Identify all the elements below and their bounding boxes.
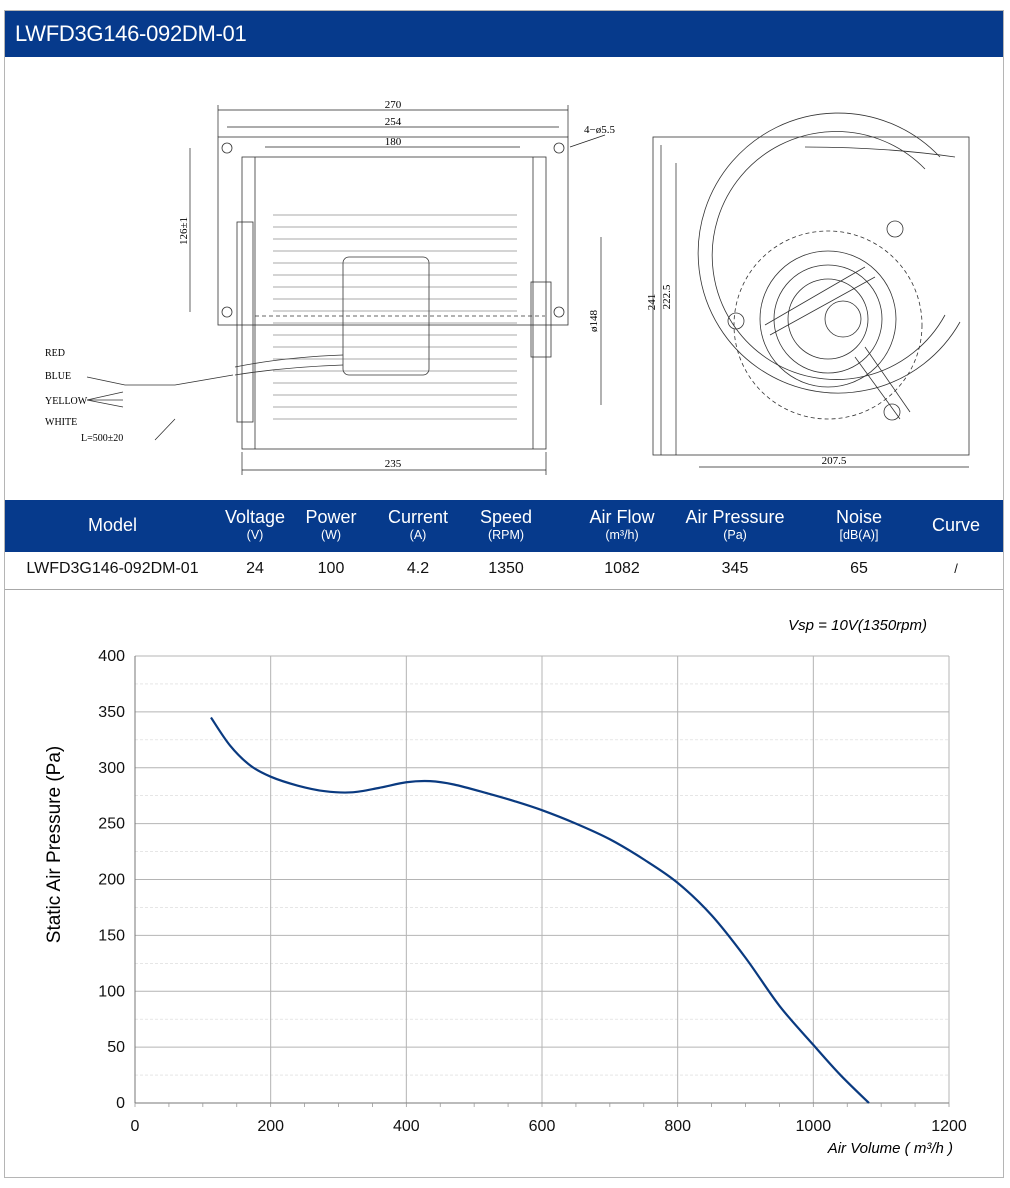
- col-model: Model: [87, 515, 138, 535]
- col-airflow: Air Flow (m³/h): [589, 507, 655, 542]
- y-tick-label: 250: [98, 815, 125, 833]
- chart-svg: [5, 590, 1003, 1179]
- cell-curve: /: [954, 561, 958, 576]
- side-view: [653, 113, 969, 455]
- wire-yellow: YELLOW: [45, 396, 88, 407]
- cell-air-pressure: 345: [721, 560, 749, 577]
- dim-241: 241: [646, 293, 658, 311]
- x-tick-label: 0: [130, 1118, 140, 1135]
- pressure-curve: [211, 717, 869, 1103]
- dim-235: 235: [384, 458, 402, 470]
- cell-power: 100: [317, 560, 345, 577]
- x-axis-label: Air Volume ( m³/h ): [827, 1140, 953, 1157]
- mount-hole: [554, 143, 564, 153]
- chart-grid: [135, 656, 949, 1107]
- housing-outline: [242, 157, 546, 449]
- x-tick-label: 400: [392, 1118, 420, 1135]
- wire-red: RED: [45, 348, 65, 359]
- y-tick-label: 300: [98, 759, 125, 777]
- dim-180: 180: [384, 136, 402, 148]
- y-tick-label: 150: [98, 927, 125, 945]
- mount-hole: [554, 307, 564, 317]
- dim-254: 254: [384, 116, 402, 128]
- technical-drawing: [5, 57, 1003, 500]
- dim-148: ø148: [588, 310, 600, 332]
- cell-current: 4.2: [406, 560, 430, 577]
- dim-207-5: 207.5: [821, 455, 847, 467]
- x-tick-label: 200: [257, 1118, 285, 1135]
- dimension-drawing: [5, 57, 1003, 500]
- dim-222-5: 222.5: [661, 284, 673, 310]
- cell-model: LWFD3G146-092DM-01: [26, 560, 199, 577]
- wire-blue: BLUE: [45, 371, 72, 382]
- dim-holes: 4−ø5.5: [584, 124, 615, 136]
- product-sheet: [4, 10, 1004, 1178]
- y-tick-label: 400: [98, 648, 125, 665]
- mounting-plate-outline: [218, 137, 568, 325]
- dim-126: 126±1: [178, 216, 190, 246]
- mount-hole: [222, 143, 232, 153]
- y-axis-label: Static Air Pressure (Pa): [44, 745, 65, 944]
- product-title: LWFD3G146-092DM-01: [5, 11, 1003, 57]
- cell-speed: 1350: [488, 560, 524, 577]
- col-noise: Noise [dB(A)]: [835, 507, 883, 542]
- x-tick-label: 1000: [795, 1118, 832, 1135]
- spec-table-header: [5, 500, 1003, 552]
- mount-hole: [222, 307, 232, 317]
- spec-table-row: [5, 552, 1003, 590]
- x-tick-label: 600: [528, 1118, 556, 1135]
- col-power: Power (W): [305, 507, 357, 542]
- chart-annotation: Vsp = 10V(1350rpm): [788, 617, 927, 634]
- col-curve: Curve: [931, 515, 980, 535]
- y-tick-label: 100: [98, 983, 125, 1001]
- col-voltage: Voltage (V): [224, 507, 286, 542]
- performance-chart: [5, 590, 1003, 1179]
- cell-airflow: 1082: [604, 560, 640, 577]
- x-tick-label: 800: [664, 1118, 692, 1135]
- x-axis-ticks: [131, 1118, 967, 1135]
- col-current: Current (A): [387, 507, 449, 542]
- y-axis-ticks: [98, 648, 125, 1112]
- col-air-pressure: Air Pressure (Pa): [685, 507, 785, 542]
- col-speed: Speed (RPM): [479, 507, 533, 542]
- wire-white: WHITE: [45, 417, 78, 428]
- y-tick-label: 350: [98, 703, 125, 721]
- dim-270: 270: [384, 99, 402, 111]
- lead-length: L=500±20: [81, 433, 124, 444]
- y-tick-label: 0: [116, 1095, 125, 1112]
- y-tick-label: 200: [98, 871, 125, 889]
- cell-noise: 65: [850, 560, 868, 577]
- y-tick-label: 50: [107, 1039, 125, 1057]
- motor-fins: [273, 215, 517, 419]
- x-tick-label: 1200: [931, 1118, 967, 1135]
- cell-voltage: 24: [246, 560, 264, 577]
